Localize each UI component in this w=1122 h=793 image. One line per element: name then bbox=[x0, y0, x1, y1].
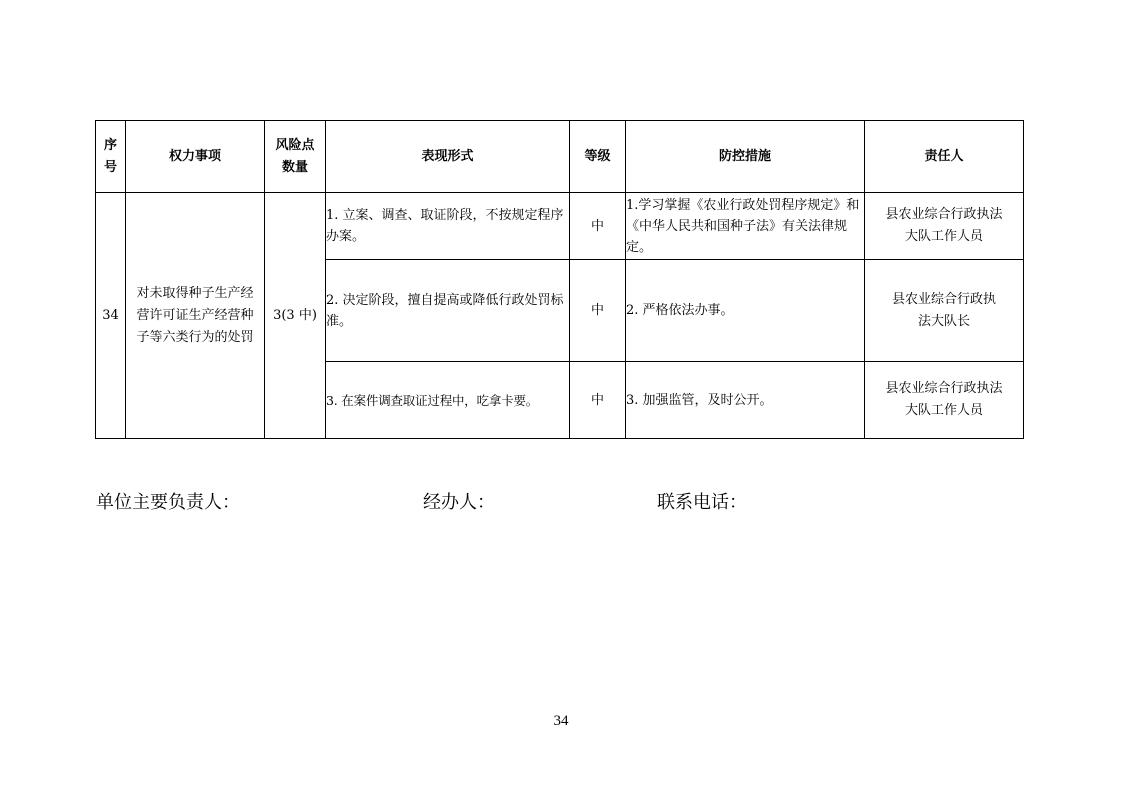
measures-cell: 1.学习掌握《农业行政处罚程序规定》和《中华人民共和国种子法》有关法律规定。 bbox=[626, 193, 865, 260]
measures-cell: 2. 严格依法办事。 bbox=[626, 260, 865, 362]
form-cell: 1. 立案、调查、取证阶段，不按规定程序办案。 bbox=[326, 193, 570, 260]
level-cell: 中 bbox=[570, 362, 626, 439]
level-cell: 中 bbox=[570, 193, 626, 260]
header-form: 表现形式 bbox=[326, 121, 570, 193]
table-row bbox=[96, 193, 1024, 260]
header-measures: 防控措施 bbox=[626, 121, 865, 193]
phone-label: 联系电话： bbox=[657, 492, 747, 513]
item-cell: 对未取得种子生产经营许可证生产经营种子等六类行为的处罚 bbox=[126, 193, 265, 439]
responsible-cell: 县农业综合行政执法大队工作人员 bbox=[865, 362, 1024, 439]
header-item: 权力事项 bbox=[126, 121, 265, 193]
form-cell: 2. 决定阶段，擅自提高或降低行政处罚标准。 bbox=[326, 260, 570, 362]
header-responsible: 责任人 bbox=[865, 121, 1024, 193]
header-seq: 序号 bbox=[96, 121, 126, 193]
responsible-cell: 县农业综合行政执法大队长 bbox=[865, 260, 1024, 362]
risk-table bbox=[95, 120, 1024, 439]
seq-cell: 34 bbox=[96, 193, 126, 439]
risk-count-cell: 3(3 中) bbox=[265, 193, 326, 439]
header-row bbox=[96, 121, 1024, 193]
level-cell: 中 bbox=[570, 260, 626, 362]
handler-label: 经办人： bbox=[423, 492, 495, 513]
measures-cell: 3. 加强监管，及时公开。 bbox=[626, 362, 865, 439]
header-level: 等级 bbox=[570, 121, 626, 193]
unit-head-label: 单位主要负责人： bbox=[96, 492, 240, 513]
header-risk-count: 风险点数量 bbox=[265, 121, 326, 193]
responsible-cell: 县农业综合行政执法大队工作人员 bbox=[865, 193, 1024, 260]
form-cell: 3. 在案件调查取证过程中，吃拿卡要。 bbox=[326, 362, 570, 439]
page-number: 34 bbox=[553, 713, 569, 729]
